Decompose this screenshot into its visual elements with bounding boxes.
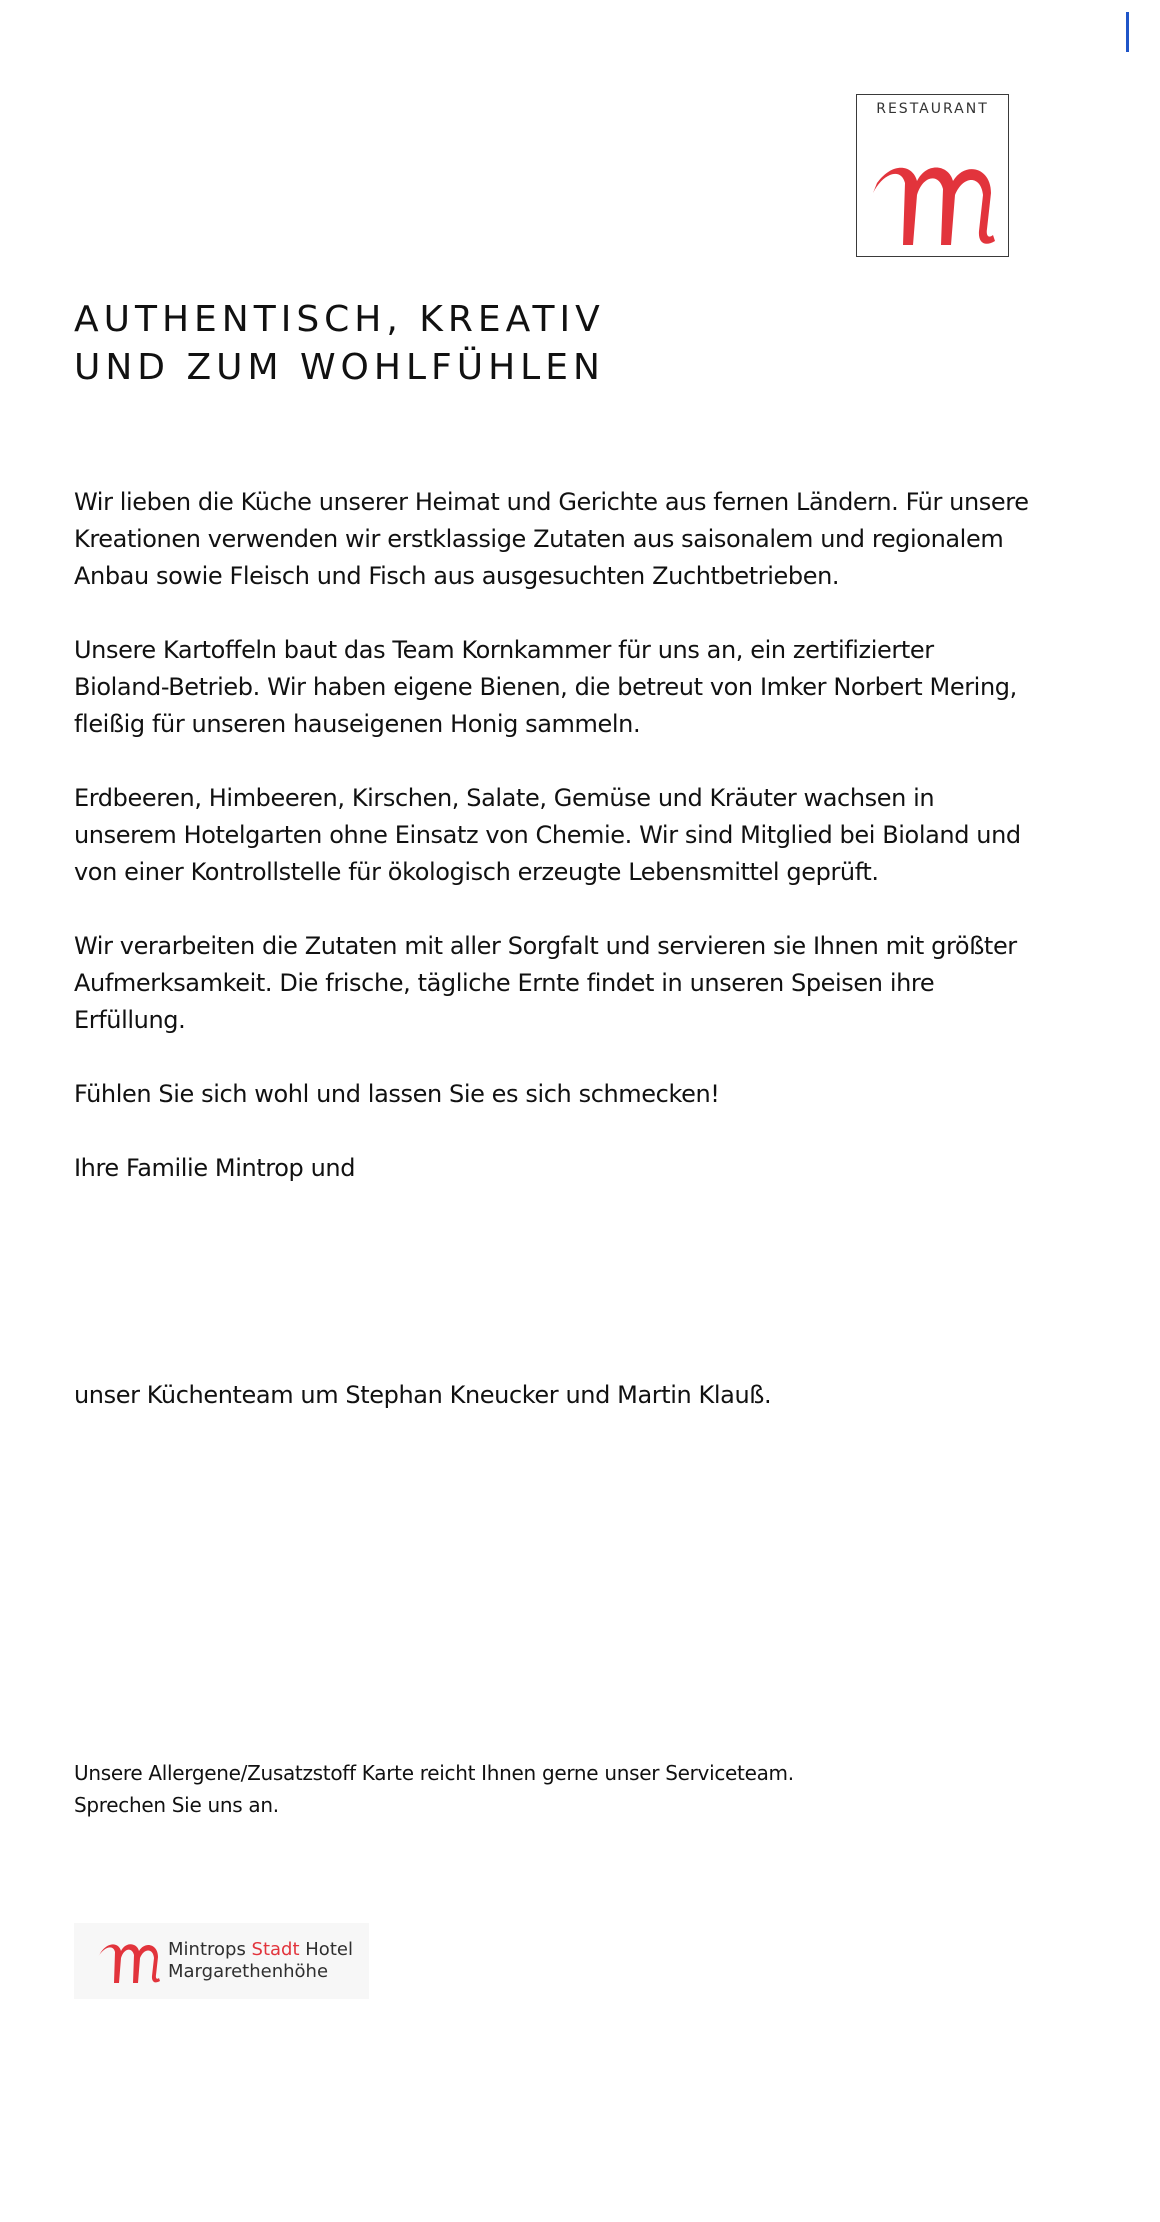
allergen-note-line-2: Sprechen Sie uns an. bbox=[74, 1793, 279, 1817]
hotel-name-line-1 bbox=[168, 1939, 353, 1961]
hotel-name-line-2: Margarethenhöhe bbox=[168, 1961, 329, 1982]
allergen-note bbox=[74, 1757, 794, 1821]
hotel-name bbox=[168, 1939, 353, 1983]
hotel-logo bbox=[74, 1923, 369, 1999]
paragraph-care: Wir verarbeiten die Zutaten mit aller Sorgfalt und servieren sie Ihnen mit größter Aufmerksamkeit. Die frische, tägliche Ernte findet in unseren Speisen ihre Erfüllung. bbox=[74, 932, 1017, 1034]
heading-line-1: AUTHENTISCH, KREATIV bbox=[74, 299, 605, 340]
paragraph-ingredients: Wir lieben die Küche unserer Heimat und Gerichte aus fernen Ländern. Für unsere Kreationen verwenden wir erstklassige Zutaten aus saisonalem und regionalem Anbau sowie Fleisch und Fisch aus ausgesuchten Zuchtbetrieben. bbox=[74, 488, 1029, 590]
heading-line-2: UND ZUM WOHLFÜHLEN bbox=[74, 347, 605, 388]
red-m-logo-icon bbox=[867, 153, 999, 251]
team-line: unser Küchenteam um Stephan Kneucker und Martin Klauß. bbox=[74, 1381, 772, 1409]
restaurant-logo-label: RESTAURANT bbox=[876, 101, 989, 117]
paragraph-signature: Ihre Familie Mintrop und bbox=[74, 1154, 356, 1182]
red-m-logo-icon bbox=[96, 1937, 162, 1987]
hotel-name-part-3: Hotel bbox=[299, 1939, 353, 1960]
body-text bbox=[74, 484, 1034, 1224]
page-heading bbox=[74, 296, 605, 392]
hotel-name-part-1: Mintrops bbox=[168, 1939, 252, 1960]
hotel-name-stadt: Stadt bbox=[251, 1939, 300, 1960]
paragraph-enjoy: Fühlen Sie sich wohl und lassen Sie es sich schmecken! bbox=[74, 1080, 720, 1108]
allergen-note-line-1: Unsere Allergene/Zusatzstoff Karte reicht Ihnen gerne unser Serviceteam. bbox=[74, 1761, 794, 1785]
text-cursor-mark bbox=[1126, 12, 1129, 52]
paragraph-garden: Erdbeeren, Himbeeren, Kirschen, Salate, Gemüse und Kräuter wachsen in unserem Hotelgarten ohne Einsatz von Chemie. Wir sind Mitglied bei Bioland und von einer Kontrollstelle für ökologisch erzeugte Lebensmittel geprüft. bbox=[74, 784, 1021, 886]
restaurant-logo bbox=[856, 94, 1009, 257]
paragraph-potatoes-bees: Unsere Kartoffeln baut das Team Kornkammer für uns an, ein zertifizierter Bioland-Betrieb. Wir haben eigene Bienen, die betreut von Imker Norbert Mering, fleißig für unseren hauseigenen Honig sammeln. bbox=[74, 636, 1017, 738]
